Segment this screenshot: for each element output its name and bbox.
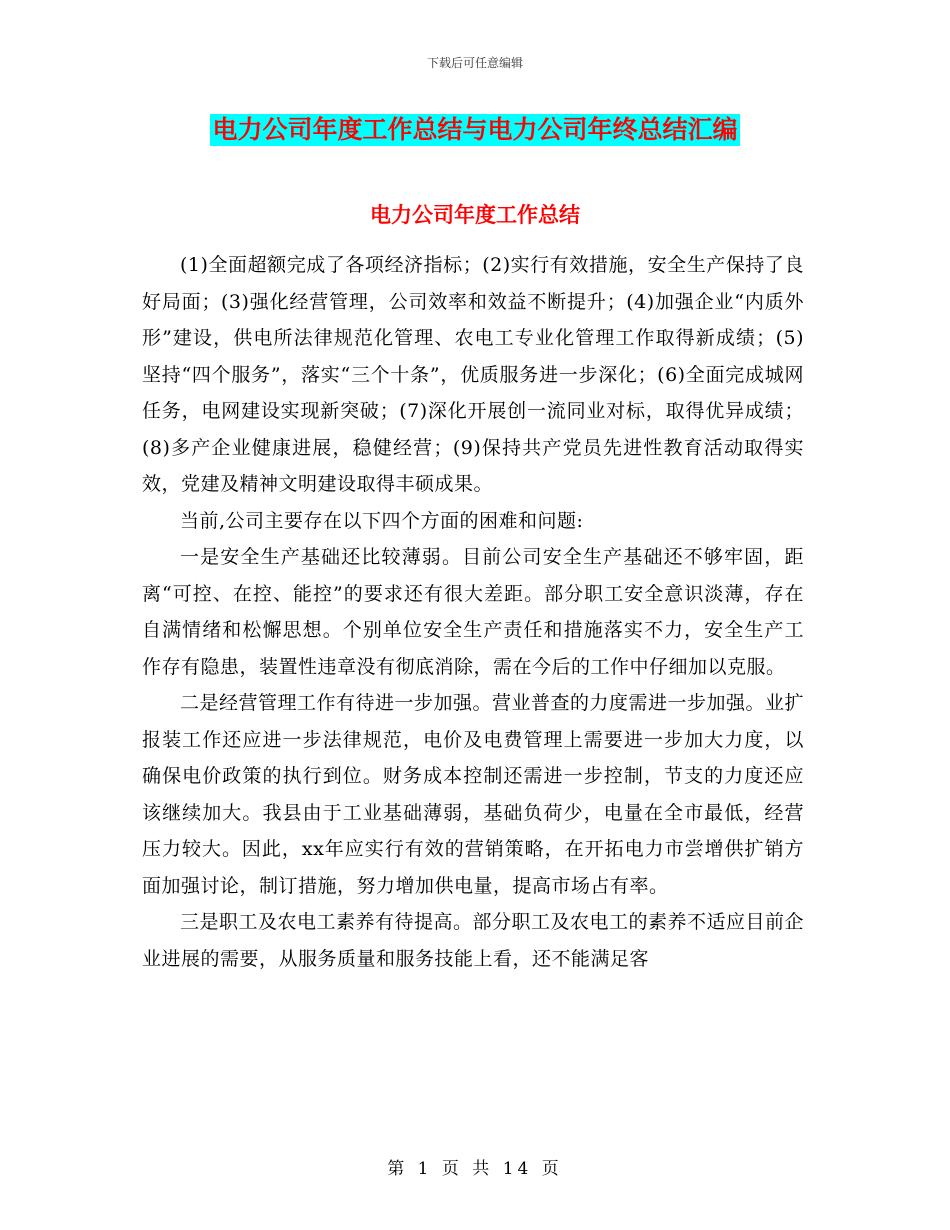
page-footer: 第 1 页 共 14 页 (387, 1159, 563, 1179)
paragraph-safety: 一是安全生产基础还比较薄弱。目前公司安全生产基础还不够牢固，距离“可控、在控、能控”的要求还有很大差距。部分职工安全意识淡薄，存在自满情绪和松懈思想。个别单位安全生产责任和措施落实不力，安全生产工作存有隐患，装置性违章没有彻底消除，需在今后的工作中仔细加以克服。 (142, 546, 804, 678)
main-title: 电力公司年度工作总结与电力公司年终总结汇编 (212, 115, 738, 144)
paragraph-staff: 三是职工及农电工素养有待提高。部分职工及农电工的素养不适应目前企业进展的需要，从服务质量和服务技能上看，还不能满足客 (142, 911, 805, 970)
page-header-note: 下载后可任意编辑 (426, 56, 523, 70)
paragraph-achievements: (1)全面超额完成了各项经济指标；(2)实行有效措施，安全生产保持了良好局面；(3)强化经营管理，公司效率和效益不断提升；(4)加强企业“内质外形”建设，供电所法律规范化管理、农电工专业化管理工作取得新成绩；(5)坚持“四个服务”，落实“三个十条”，优质服务进一步深化；(6)全面完成城网任务，电网建设实现新突破；(7)深化开展创一流同业对标，取得优异成绩；(8)多产企业健康进展，稳健经营；(9)保持共产党员先进性教育活动取得实效，党建及精神文明建设取得丰硕成果。 (142, 254, 804, 495)
main-title-container (0, 114, 950, 146)
document-body (142, 247, 804, 977)
section-title: 电力公司年度工作总结 (370, 203, 580, 227)
paragraph-problems-intro: 当前,公司主要存在以下四个方面的困难和问题: (180, 509, 584, 532)
paragraph-management: 二是经营管理工作有待进一步加强。营业普查的力度需进一步加强。业扩报装工作还应进一步法律规范，电价及电费管理上需要进一步加大力度，以确保电价政策的执行到位。财务成本控制还需进一步控制，节支的力度还应该继续加大。我县由于工业基础薄弱，基础负荷少，电量在全市最低，经营压力较大。因此，xx年应实行有效的营销策略，在开拓电力市尝增供扩销方面加强讨论，制订措施，努力增加供电量，提高市场占有率。 (142, 692, 805, 897)
